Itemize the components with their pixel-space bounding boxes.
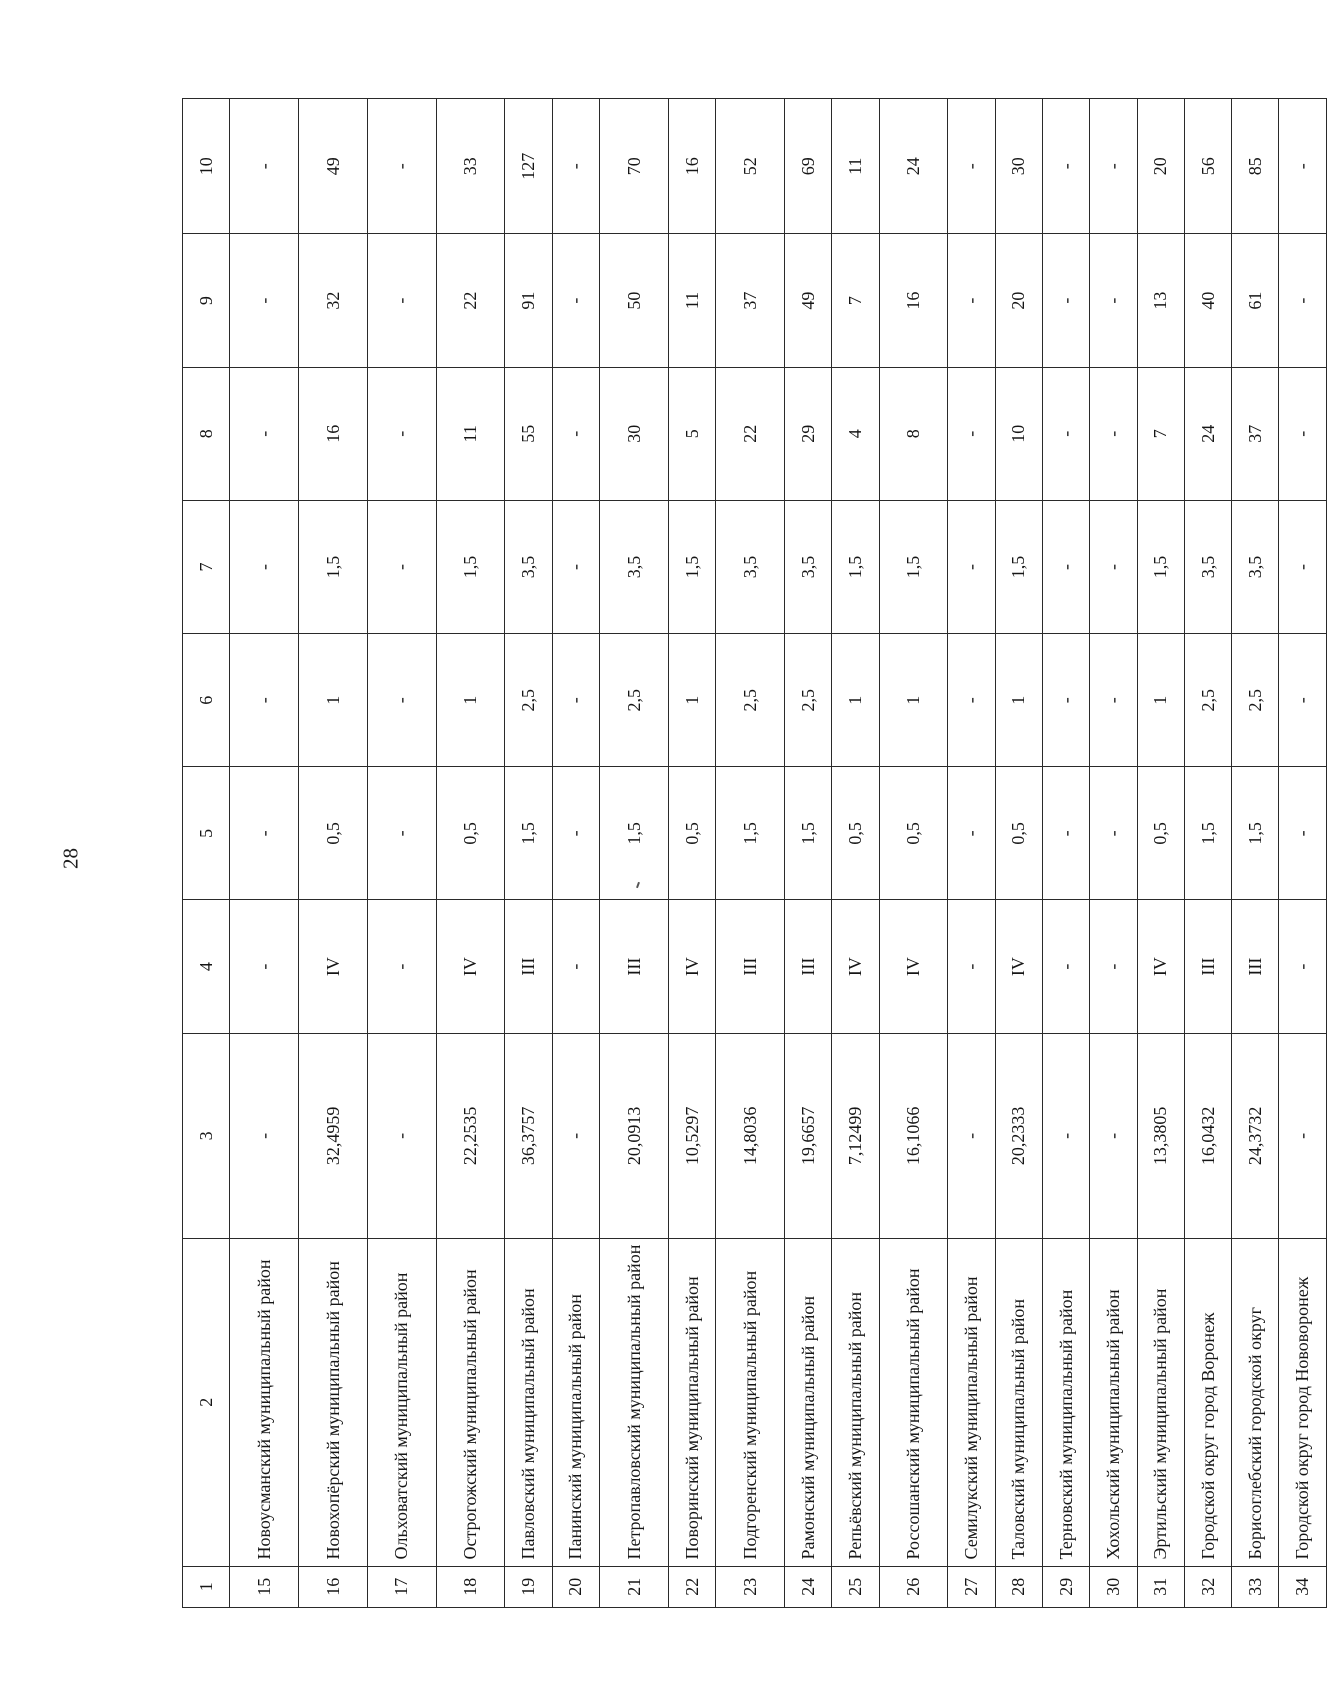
header-cell: 6 xyxy=(183,634,230,767)
value-cell: III xyxy=(1184,900,1231,1033)
value-cell: 70 xyxy=(600,99,669,234)
row-number-cell: 16 xyxy=(299,1566,368,1607)
value-cell: - xyxy=(367,900,436,1033)
row-number-cell: 28 xyxy=(995,1566,1042,1607)
value-cell: - xyxy=(1090,367,1137,500)
value-cell: 33 xyxy=(436,99,505,234)
header-cell: 10 xyxy=(183,99,230,234)
value-cell: - xyxy=(948,900,995,1033)
value-cell: 32 xyxy=(299,234,368,367)
value-cell: 1,5 xyxy=(299,500,368,633)
value-cell: 16 xyxy=(879,234,948,367)
table-row xyxy=(600,99,669,1608)
header-cell: 5 xyxy=(183,767,230,900)
value-cell: 32,4959 xyxy=(299,1033,368,1238)
value-cell: 30 xyxy=(600,367,669,500)
row-number-cell: 33 xyxy=(1232,1566,1279,1607)
value-cell: 14,8036 xyxy=(716,1033,785,1238)
row-number-cell: 20 xyxy=(552,1566,599,1607)
value-cell: - xyxy=(552,634,599,767)
value-cell: IV xyxy=(668,900,715,1033)
value-cell: - xyxy=(230,634,299,767)
district-name-cell: Рамонский муниципальный район xyxy=(784,1238,831,1566)
row-number-cell: 18 xyxy=(436,1566,505,1607)
value-cell: 1,5 xyxy=(995,500,1042,633)
value-cell: 1,5 xyxy=(1184,767,1231,900)
value-cell: 16,1066 xyxy=(879,1033,948,1238)
row-number-cell: 15 xyxy=(230,1566,299,1607)
value-cell: 1,5 xyxy=(668,500,715,633)
value-cell: - xyxy=(1279,1033,1327,1238)
value-cell: 0,5 xyxy=(299,767,368,900)
value-cell: 20,0913 xyxy=(600,1033,669,1238)
value-cell: 1,5 xyxy=(1232,767,1279,900)
value-cell: 3,5 xyxy=(1232,500,1279,633)
value-cell: 55 xyxy=(505,367,552,500)
table-row xyxy=(879,99,948,1608)
value-cell: 1,5 xyxy=(832,500,879,633)
row-number-cell: 27 xyxy=(948,1566,995,1607)
value-cell: 16,0432 xyxy=(1184,1033,1231,1238)
value-cell: 10,5297 xyxy=(668,1033,715,1238)
row-number-cell: 26 xyxy=(879,1566,948,1607)
value-cell: 4 xyxy=(832,367,879,500)
value-cell: 22 xyxy=(716,367,785,500)
row-number-cell: 22 xyxy=(668,1566,715,1607)
value-cell: - xyxy=(1090,99,1137,234)
value-cell: 69 xyxy=(784,99,831,234)
row-number-cell: 30 xyxy=(1090,1566,1137,1607)
table-row xyxy=(995,99,1042,1608)
value-cell: 0,5 xyxy=(668,767,715,900)
value-cell: - xyxy=(1279,234,1327,367)
value-cell: - xyxy=(1090,634,1137,767)
value-cell: 91 xyxy=(505,234,552,367)
table-row xyxy=(230,99,299,1608)
district-name-cell: Репьёвский муниципальный район xyxy=(832,1238,879,1566)
value-cell: 24 xyxy=(1184,367,1231,500)
value-cell: 0,5 xyxy=(879,767,948,900)
district-name-cell: Таловский муниципальный район xyxy=(995,1238,1042,1566)
district-name-cell: Новохопёрский муниципальный район xyxy=(299,1238,368,1566)
table-row xyxy=(668,99,715,1608)
value-cell: - xyxy=(1042,767,1089,900)
value-cell: 1 xyxy=(299,634,368,767)
value-cell: 1,5 xyxy=(879,500,948,633)
header-cell: 8 xyxy=(183,367,230,500)
value-cell: - xyxy=(552,1033,599,1238)
value-cell: 1 xyxy=(436,634,505,767)
value-cell: - xyxy=(1090,767,1137,900)
value-cell: 7 xyxy=(1137,367,1184,500)
table-row xyxy=(367,99,436,1608)
value-cell: III xyxy=(505,900,552,1033)
value-cell: 2,5 xyxy=(600,634,669,767)
header-cell: 3 xyxy=(183,1033,230,1238)
value-cell: 16 xyxy=(299,367,368,500)
row-number-cell: 29 xyxy=(1042,1566,1089,1607)
table-row xyxy=(1042,99,1089,1608)
value-cell: 29 xyxy=(784,367,831,500)
district-name-cell: Новоусманский муниципальный район xyxy=(230,1238,299,1566)
row-number-cell: 34 xyxy=(1279,1566,1327,1607)
value-cell: - xyxy=(1042,234,1089,367)
value-cell: - xyxy=(948,767,995,900)
value-cell: 49 xyxy=(784,234,831,367)
value-cell: 1,5 xyxy=(505,767,552,900)
district-name-cell: Панинский муниципальный район xyxy=(552,1238,599,1566)
value-cell: - xyxy=(367,99,436,234)
value-cell: - xyxy=(1042,367,1089,500)
district-name-cell: Городской округ город Воронеж xyxy=(1184,1238,1231,1566)
table-row xyxy=(716,99,785,1608)
value-cell: 20 xyxy=(1137,99,1184,234)
value-cell: 1,5 xyxy=(436,500,505,633)
value-cell: 37 xyxy=(716,234,785,367)
value-cell: 0,5 xyxy=(832,767,879,900)
value-cell: - xyxy=(552,99,599,234)
value-cell: 0,5 xyxy=(1137,767,1184,900)
district-name-cell: Хохольский муниципальный район xyxy=(1090,1238,1137,1566)
value-cell: 49 xyxy=(299,99,368,234)
value-cell: 2,5 xyxy=(1232,634,1279,767)
value-cell: 1 xyxy=(995,634,1042,767)
value-cell: - xyxy=(367,767,436,900)
district-name-cell: Ольховатский муниципальный район xyxy=(367,1238,436,1566)
value-cell: 3,5 xyxy=(600,500,669,633)
value-cell: 36,3757 xyxy=(505,1033,552,1238)
district-name-cell: Борисоглебский городской округ xyxy=(1232,1238,1279,1566)
row-number-cell: 17 xyxy=(367,1566,436,1607)
header-cell: 7 xyxy=(183,500,230,633)
value-cell: 2,5 xyxy=(505,634,552,767)
value-cell: III xyxy=(716,900,785,1033)
value-cell: 30 xyxy=(995,99,1042,234)
value-cell: - xyxy=(230,99,299,234)
value-cell: - xyxy=(1279,99,1327,234)
value-cell: IV xyxy=(299,900,368,1033)
value-cell: III xyxy=(784,900,831,1033)
district-name-cell: Городской округ город Нововоронеж xyxy=(1279,1238,1327,1566)
row-number-cell: 25 xyxy=(832,1566,879,1607)
value-cell: 20,2333 xyxy=(995,1033,1042,1238)
row-number-cell: 31 xyxy=(1137,1566,1184,1607)
value-cell: 3,5 xyxy=(784,500,831,633)
district-name-cell: Павловский муниципальный район xyxy=(505,1238,552,1566)
value-cell: - xyxy=(1090,500,1137,633)
value-cell: - xyxy=(552,767,599,900)
table-row xyxy=(505,99,552,1608)
value-cell: - xyxy=(367,367,436,500)
header-cell: 9 xyxy=(183,234,230,367)
value-cell: 20 xyxy=(995,234,1042,367)
table-row xyxy=(299,99,368,1608)
value-cell: IV xyxy=(879,900,948,1033)
value-cell: 22,2535 xyxy=(436,1033,505,1238)
district-name-cell: Поворинский муниципальный район xyxy=(668,1238,715,1566)
page-number: 28 xyxy=(58,848,83,869)
value-cell: - xyxy=(1279,767,1327,900)
value-cell: - xyxy=(367,1033,436,1238)
value-cell: 11 xyxy=(668,234,715,367)
row-number-cell: 32 xyxy=(1184,1566,1231,1607)
value-cell: - xyxy=(1042,500,1089,633)
district-name-cell: Эртильский муниципальный район xyxy=(1137,1238,1184,1566)
value-cell: - xyxy=(1279,367,1327,500)
value-cell: 0,5 xyxy=(436,767,505,900)
data-table xyxy=(182,98,1327,1608)
header-cell: 4 xyxy=(183,900,230,1033)
value-cell: 61 xyxy=(1232,234,1279,367)
table-row xyxy=(948,99,995,1608)
value-cell: - xyxy=(367,500,436,633)
value-cell: - xyxy=(948,634,995,767)
value-cell: 1,5 xyxy=(600,767,669,900)
row-number-cell: 23 xyxy=(716,1566,785,1607)
value-cell: 10 xyxy=(995,367,1042,500)
value-cell: 50 xyxy=(600,234,669,367)
value-cell: - xyxy=(230,234,299,367)
value-cell: - xyxy=(1042,634,1089,767)
value-cell: - xyxy=(948,367,995,500)
value-cell: - xyxy=(1042,900,1089,1033)
district-name-cell: Петропавловский муниципальный район xyxy=(600,1238,669,1566)
district-name-cell: Острогожский муниципальный район xyxy=(436,1238,505,1566)
value-cell: 24 xyxy=(879,99,948,234)
value-cell: - xyxy=(552,234,599,367)
value-cell: 24,3732 xyxy=(1232,1033,1279,1238)
value-cell: III xyxy=(1232,900,1279,1033)
value-cell: 127 xyxy=(505,99,552,234)
table-row xyxy=(832,99,879,1608)
value-cell: 1,5 xyxy=(1137,500,1184,633)
table-row xyxy=(1090,99,1137,1608)
district-name-cell: Терновский муниципальный район xyxy=(1042,1238,1089,1566)
district-name-cell: Россошанский муниципальный район xyxy=(879,1238,948,1566)
rotated-table-container xyxy=(182,98,1327,1608)
value-cell: - xyxy=(1279,634,1327,767)
value-cell: - xyxy=(552,500,599,633)
value-cell: IV xyxy=(995,900,1042,1033)
table-row xyxy=(784,99,831,1608)
value-cell: 2,5 xyxy=(784,634,831,767)
value-cell: 13,3805 xyxy=(1137,1033,1184,1238)
value-cell: IV xyxy=(832,900,879,1033)
value-cell: 1 xyxy=(1137,634,1184,767)
district-name-cell: Семилукский муниципальный район xyxy=(948,1238,995,1566)
value-cell: 0,5 xyxy=(995,767,1042,900)
value-cell: - xyxy=(367,634,436,767)
value-cell: - xyxy=(1279,900,1327,1033)
value-cell: - xyxy=(1090,1033,1137,1238)
value-cell: - xyxy=(230,367,299,500)
value-cell: - xyxy=(230,500,299,633)
value-cell: 37 xyxy=(1232,367,1279,500)
value-cell: 52 xyxy=(716,99,785,234)
table-header-row xyxy=(183,99,230,1608)
header-cell: 2 xyxy=(183,1238,230,1566)
table-row xyxy=(1279,99,1327,1608)
row-number-cell: 21 xyxy=(600,1566,669,1607)
value-cell: - xyxy=(552,900,599,1033)
value-cell: 7,12499 xyxy=(832,1033,879,1238)
value-cell: 1 xyxy=(832,634,879,767)
value-cell: 22 xyxy=(436,234,505,367)
value-cell: III xyxy=(600,900,669,1033)
value-cell: - xyxy=(230,900,299,1033)
value-cell: - xyxy=(948,99,995,234)
value-cell: - xyxy=(1090,900,1137,1033)
table-row xyxy=(1184,99,1231,1608)
value-cell: 40 xyxy=(1184,234,1231,367)
value-cell: 11 xyxy=(832,99,879,234)
value-cell: 1,5 xyxy=(784,767,831,900)
value-cell: 16 xyxy=(668,99,715,234)
value-cell: 56 xyxy=(1184,99,1231,234)
value-cell: 1 xyxy=(879,634,948,767)
value-cell: 2,5 xyxy=(1184,634,1231,767)
value-cell: 5 xyxy=(668,367,715,500)
row-number-cell: 24 xyxy=(784,1566,831,1607)
header-cell: 1 xyxy=(183,1566,230,1607)
value-cell: 8 xyxy=(879,367,948,500)
value-cell: IV xyxy=(436,900,505,1033)
value-cell: - xyxy=(230,1033,299,1238)
value-cell: IV xyxy=(1137,900,1184,1033)
value-cell: - xyxy=(948,500,995,633)
value-cell: 3,5 xyxy=(716,500,785,633)
value-cell: - xyxy=(1279,500,1327,633)
value-cell: - xyxy=(1042,99,1089,234)
table-row xyxy=(1137,99,1184,1608)
value-cell: - xyxy=(552,367,599,500)
value-cell: 1,5 xyxy=(716,767,785,900)
value-cell: 3,5 xyxy=(505,500,552,633)
district-name-cell: Подгоренский муниципальный район xyxy=(716,1238,785,1566)
value-cell: 1 xyxy=(668,634,715,767)
value-cell: - xyxy=(230,767,299,900)
value-cell: 11 xyxy=(436,367,505,500)
value-cell: 85 xyxy=(1232,99,1279,234)
value-cell: - xyxy=(367,234,436,367)
row-number-cell: 19 xyxy=(505,1566,552,1607)
value-cell: 19,6657 xyxy=(784,1033,831,1238)
table-row xyxy=(436,99,505,1608)
value-cell: - xyxy=(948,1033,995,1238)
value-cell: - xyxy=(1090,234,1137,367)
table-row xyxy=(552,99,599,1608)
value-cell: - xyxy=(948,234,995,367)
value-cell: 7 xyxy=(832,234,879,367)
table-row xyxy=(1232,99,1279,1608)
value-cell: 13 xyxy=(1137,234,1184,367)
value-cell: 3,5 xyxy=(1184,500,1231,633)
value-cell: - xyxy=(1042,1033,1089,1238)
value-cell: 2,5 xyxy=(716,634,785,767)
